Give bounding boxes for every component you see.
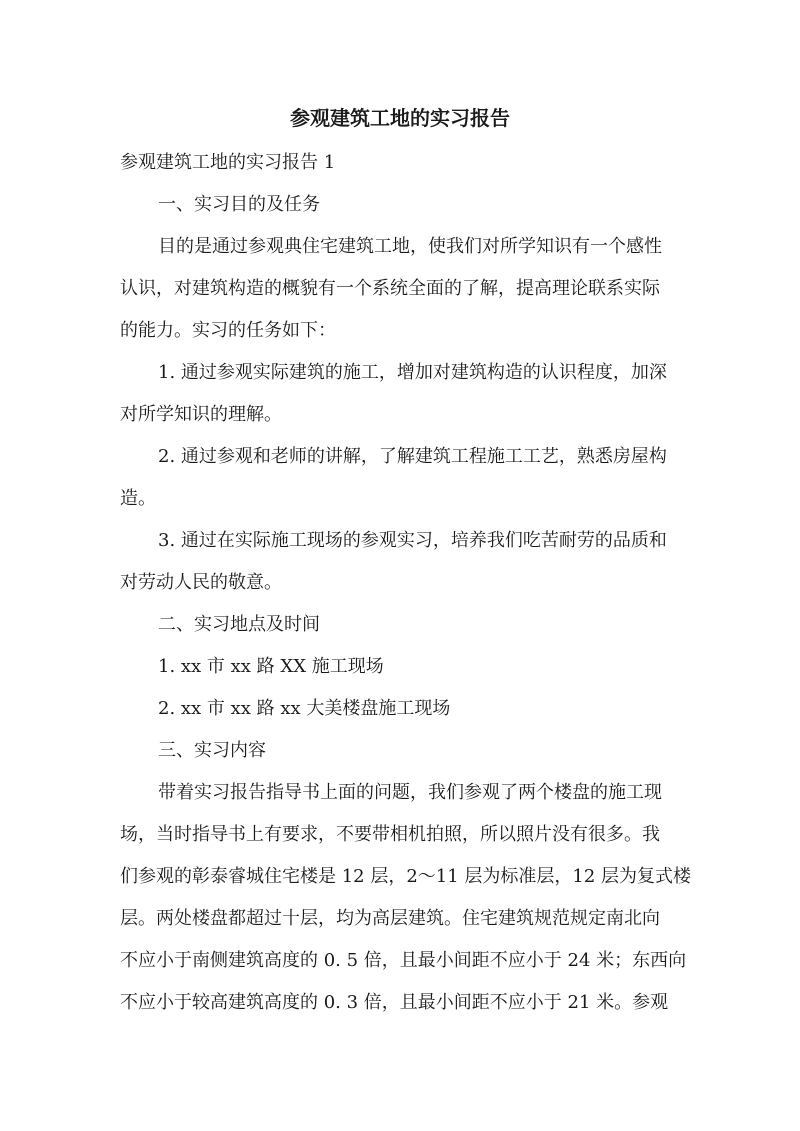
paragraph-line: 不应小于南侧建筑高度的 0. 5 倍，且最小间距不应小于 24 米；东西向 bbox=[120, 950, 687, 971]
list-item-line: 对所学知识的理解。 bbox=[120, 404, 282, 425]
paragraph-line: 不应小于较高建筑高度的 0. 3 倍，且最小间距不应小于 21 米。参观 bbox=[120, 992, 669, 1013]
section-heading-3: 三、实习内容 bbox=[158, 740, 266, 761]
list-item-line: 对劳动人民的敬意。 bbox=[120, 572, 282, 593]
list-item-line: 2. xx 市 xx 路 xx 大美楼盘施工现场 bbox=[158, 698, 451, 719]
paragraph-line: 们参观的彰泰睿城住宅楼是 12 层，2～11 层为标准层，12 层为复式楼 bbox=[120, 866, 692, 887]
paragraph-line: 场，当时指导书上有要求，不要带相机拍照，所以照片没有很多。我 bbox=[120, 824, 660, 845]
paragraph-line: 的能力。实习的任务如下： bbox=[120, 320, 336, 341]
list-item-line: 2. 通过参观和老师的讲解，了解建筑工程施工工艺，熟悉房屋构 bbox=[158, 446, 667, 467]
paragraph-line: 目的是通过参观典住宅建筑工地，使我们对所学知识有一个感性 bbox=[158, 236, 662, 257]
list-item-line: 3. 通过在实际施工现场的参观实习，培养我们吃苦耐劳的品质和 bbox=[158, 530, 667, 551]
paragraph-line: 认识，对建筑构造的概貌有一个系统全面的了解，提高理论联系实际 bbox=[120, 278, 660, 299]
document-title: 参观建筑工地的实习报告 bbox=[290, 106, 510, 130]
section-heading-1: 一、实习目的及任务 bbox=[158, 194, 320, 215]
list-item-line: 造。 bbox=[120, 488, 156, 509]
section-heading-2: 二、实习地点及时间 bbox=[158, 614, 320, 635]
list-item-line: 1. xx 市 xx 路 XX 施工现场 bbox=[158, 656, 384, 677]
paragraph-line: 层。两处楼盘都超过十层，均为高层建筑。住宅建筑规范规定南北向 bbox=[120, 908, 660, 929]
report-subtitle: 参观建筑工地的实习报告 1 bbox=[120, 152, 336, 173]
list-item-line: 1. 通过参观实际建筑的施工，增加对建筑构造的认识程度，加深 bbox=[158, 362, 667, 383]
paragraph-line: 带着实习报告指导书上面的问题，我们参观了两个楼盘的施工现 bbox=[158, 782, 662, 803]
